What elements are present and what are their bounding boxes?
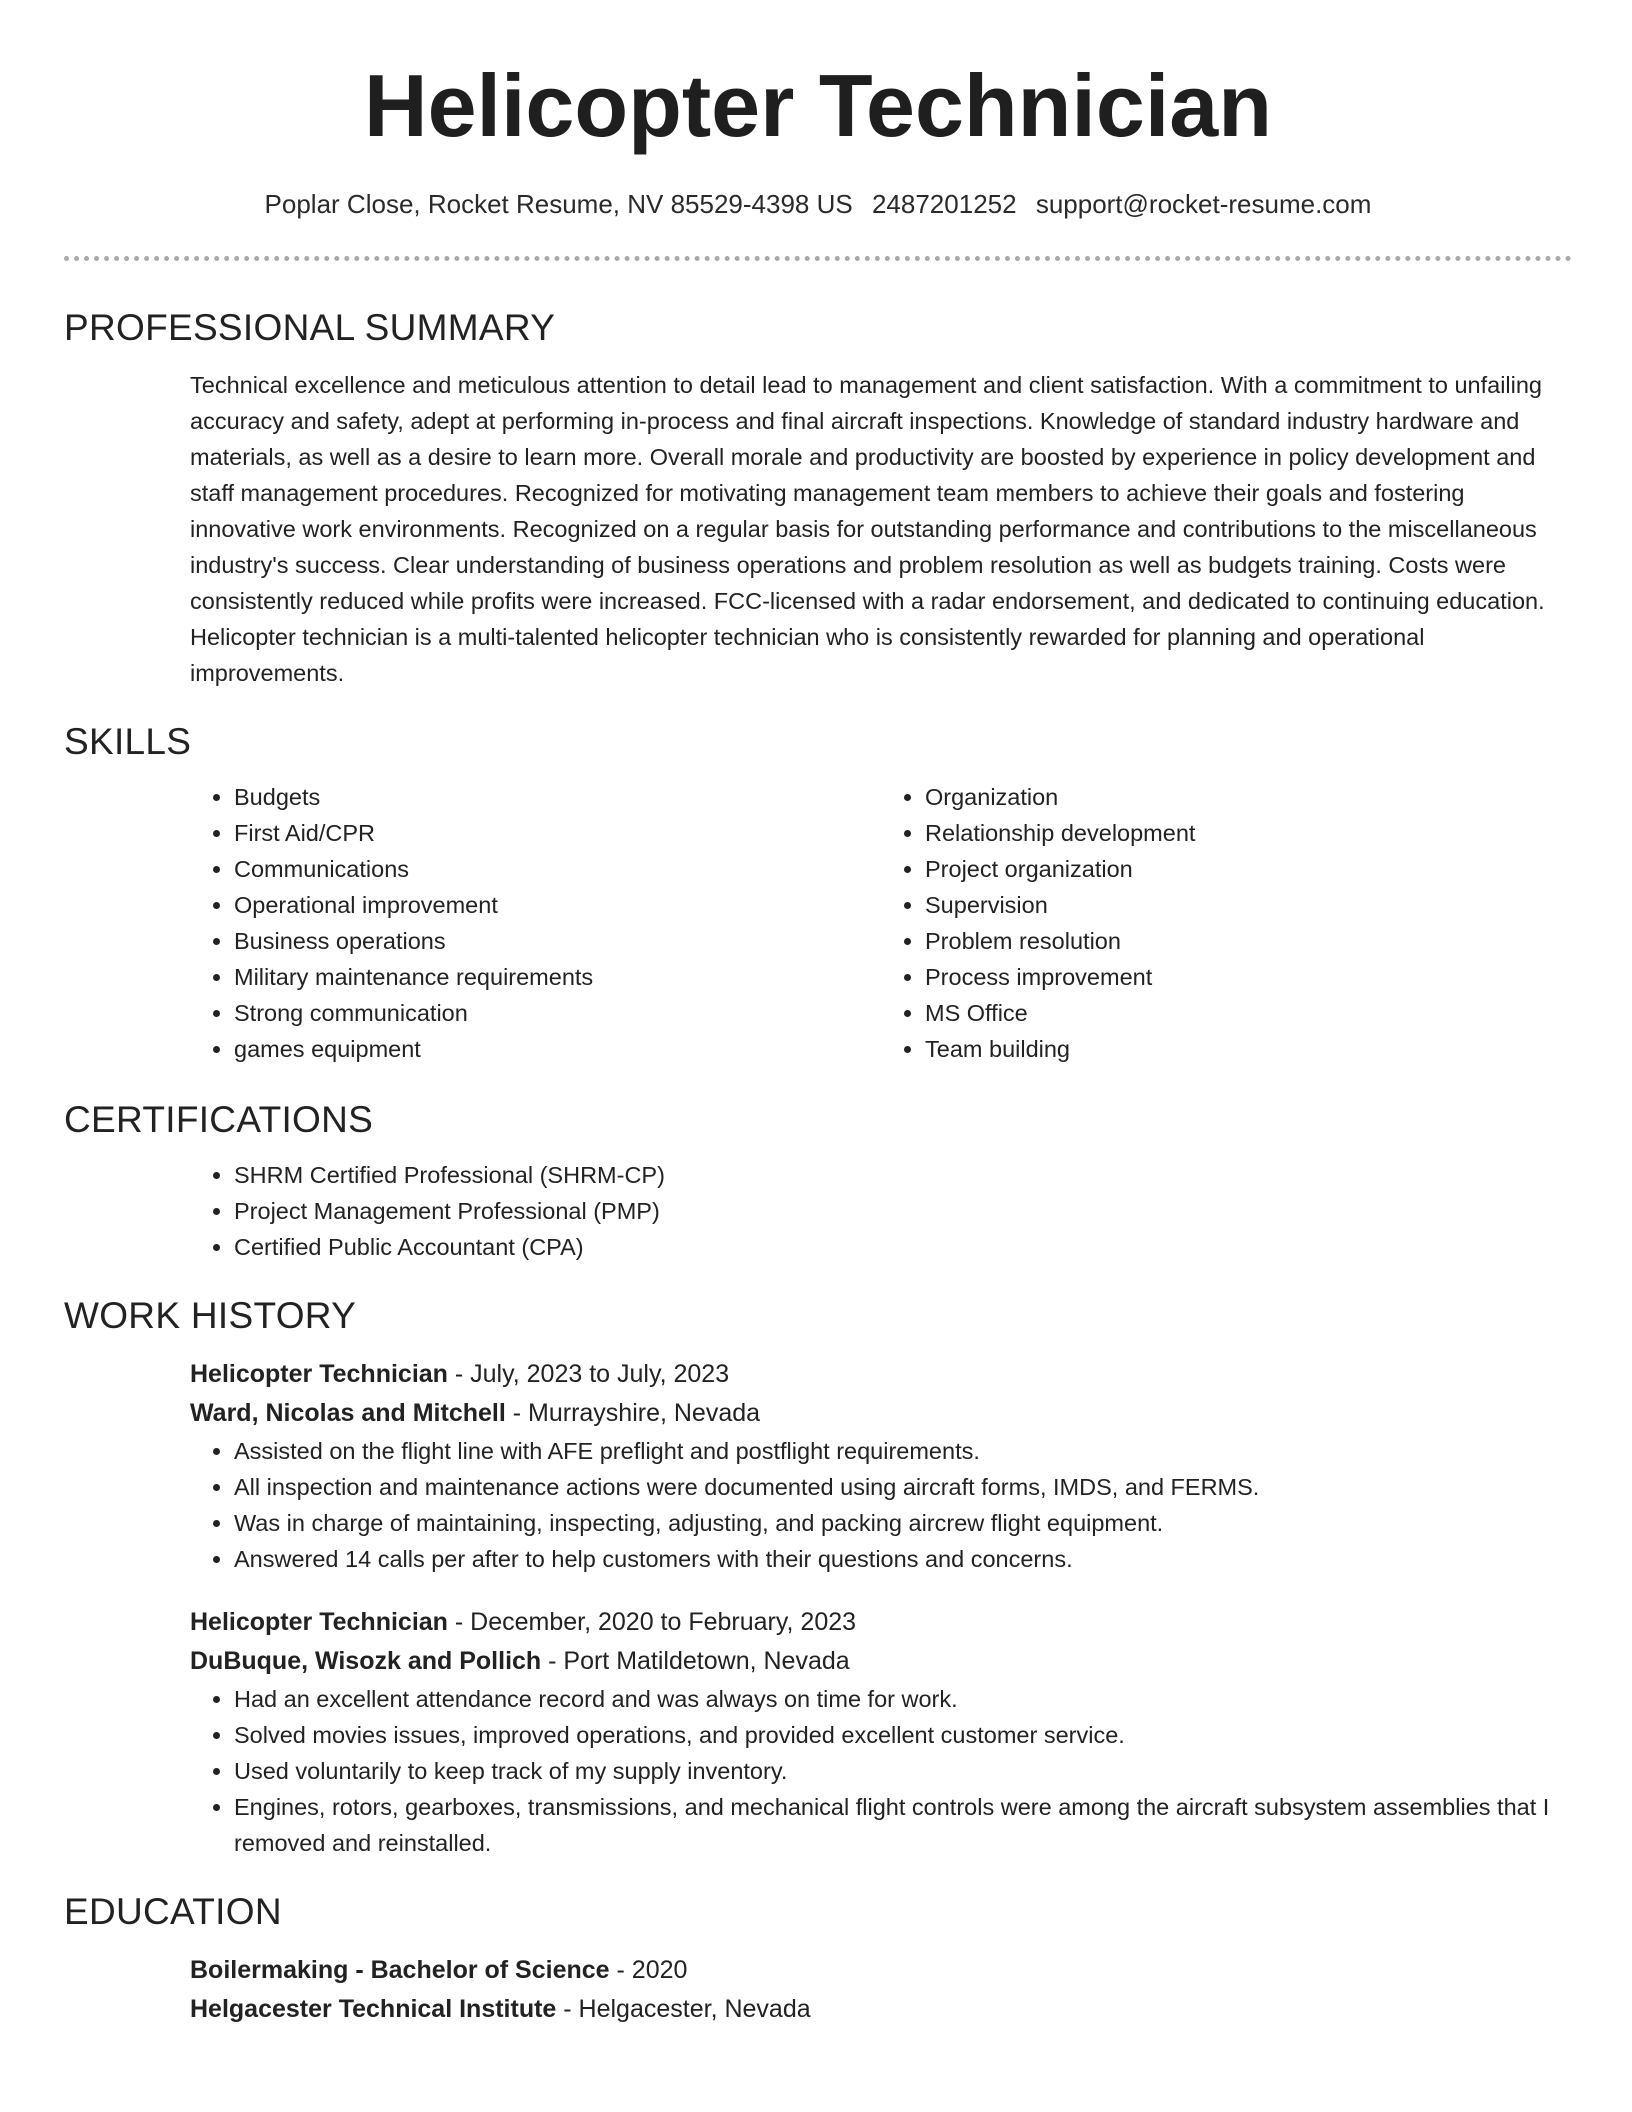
- job-title-line: [190, 1355, 1572, 1394]
- section-title-education: EDUCATION: [64, 1891, 282, 1932]
- skill-item: • games equipment: [234, 1031, 881, 1067]
- job-bullets: [190, 1681, 1572, 1861]
- job-company: Ward, Nicolas and Mitchell: [190, 1399, 506, 1427]
- skill-item: • Relationship development: [925, 815, 1572, 851]
- summary-text: Technical excellence and meticulous attention to detail lead to management and client satisfaction. With a commitment to unfailing accuracy and safety, adept at performing in-process and final aircraft inspections. Knowledge of standard industry hardware and materials, as well as a desire to learn more. Overall morale and productivity are boosted by experience in policy development and staff management procedures. Recognized for motivating management team members to achieve their goals and fostering innovative work environments. Recognized on a regular basis for outstanding performance and contributions to the miscellaneous industry's success. Clear understanding of business operations and problem resolution as well as budgets training. Costs were consistently reduced while profits were increased. FCC-licensed with a radar endorsement, and dedicated to continuing education. Helicopter technician is a multi-talented helicopter technician who is consistently rewarded for planning and operational improvements.: [190, 372, 1545, 686]
- job-bullet: • Assisted on the flight line with AFE preflight and postflight requirements.: [234, 1433, 1572, 1469]
- skill-item: • Problem resolution: [925, 923, 1572, 959]
- education-school: Helgacester Technical Institute: [190, 1995, 557, 2023]
- education-year: - 2020: [609, 1956, 688, 1984]
- skill-item: • Project organization: [925, 851, 1572, 887]
- certifications-block: [190, 1157, 1572, 1265]
- skill-item: • Team building: [925, 1031, 1572, 1067]
- job-entry: [190, 1603, 1572, 1861]
- job-bullet: • Used voluntarily to keep track of my supply inventory.: [234, 1753, 1572, 1789]
- skill-item: • Business operations: [234, 923, 881, 959]
- job-bullet: • All inspection and maintenance actions were documented using aircraft forms, IMDS, and FERMS.: [234, 1469, 1572, 1505]
- job-role: Helicopter Technician: [190, 1360, 448, 1388]
- resume-page: [64, 0, 1572, 2029]
- job-bullet: • Was in charge of maintaining, inspecting, adjusting, and packing aircrew flight equipment.: [234, 1505, 1572, 1541]
- skill-item: • First Aid/CPR: [234, 815, 881, 851]
- job-company-line: [190, 1394, 1572, 1433]
- education-location: - Helgacester, Nevada: [556, 1995, 811, 2023]
- skills-grid: [190, 779, 1572, 1067]
- section-title-skills: SKILLS: [64, 721, 192, 762]
- contact-line: [64, 186, 1572, 222]
- skill-item: • Process improvement: [925, 959, 1572, 995]
- certification-item: • Certified Public Accountant (CPA): [234, 1229, 1572, 1265]
- job-role: Helicopter Technician: [190, 1608, 448, 1636]
- education-degree-line: [190, 1951, 1572, 1990]
- skill-item: • Organization: [925, 779, 1572, 815]
- education-entry: [190, 1951, 1572, 2029]
- certification-item: • Project Management Professional (PMP): [234, 1193, 1572, 1229]
- skill-item: • Military maintenance requirements: [234, 959, 881, 995]
- job-bullet: • Had an excellent attendance record and was always on time for work.: [234, 1681, 1572, 1717]
- job-title-line: [190, 1603, 1572, 1642]
- job-location: - Murrayshire, Nevada: [505, 1399, 761, 1427]
- skill-item: • Communications: [234, 851, 881, 887]
- skill-item: • Strong communication: [234, 995, 881, 1031]
- contact-address: Poplar Close, Rocket Resume, NV 85529-4398 US: [264, 189, 853, 219]
- skill-item: • Supervision: [925, 887, 1572, 923]
- contact-email: support@rocket-resume.com: [1035, 189, 1372, 219]
- skills-list-right: [881, 779, 1572, 1067]
- job-bullet: • Solved movies issues, improved operations, and provided excellent customer service.: [234, 1717, 1572, 1753]
- education-school-line: [190, 1990, 1572, 2029]
- header-divider: [64, 256, 1572, 261]
- candidate-name: Helicopter Technician: [364, 56, 1272, 155]
- skill-item: • MS Office: [925, 995, 1572, 1031]
- contact-phone: 2487201252: [871, 189, 1017, 219]
- skills-list-left: [190, 779, 881, 1067]
- job-bullets: [190, 1433, 1572, 1577]
- job-dates: - December, 2020 to February, 2023: [447, 1608, 857, 1636]
- job-company-line: [190, 1642, 1572, 1681]
- section-title-certifications: CERTIFICATIONS: [64, 1099, 374, 1140]
- certifications-list: [190, 1157, 1572, 1265]
- job-entry: [190, 1355, 1572, 1577]
- job-bullet: • Engines, rotors, gearboxes, transmissions, and mechanical flight controls were among the aircraft subsystem assemblies that I removed and reinstalled.: [234, 1789, 1572, 1861]
- section-title-summary: PROFESSIONAL SUMMARY: [64, 307, 556, 348]
- education-degree: Boilermaking - Bachelor of Science: [190, 1956, 610, 1984]
- skill-item: • Operational improvement: [234, 887, 881, 923]
- job-location: - Port Matildetown, Nevada: [541, 1647, 850, 1675]
- skill-item: • Budgets: [234, 779, 881, 815]
- job-dates: - July, 2023 to July, 2023: [447, 1360, 730, 1388]
- job-bullet: • Answered 14 calls per after to help customers with their questions and concerns.: [234, 1541, 1572, 1577]
- certification-item: • SHRM Certified Professional (SHRM-CP): [234, 1157, 1572, 1193]
- section-title-work-history: WORK HISTORY: [64, 1295, 357, 1336]
- job-company: DuBuque, Wisozk and Pollich: [190, 1647, 542, 1675]
